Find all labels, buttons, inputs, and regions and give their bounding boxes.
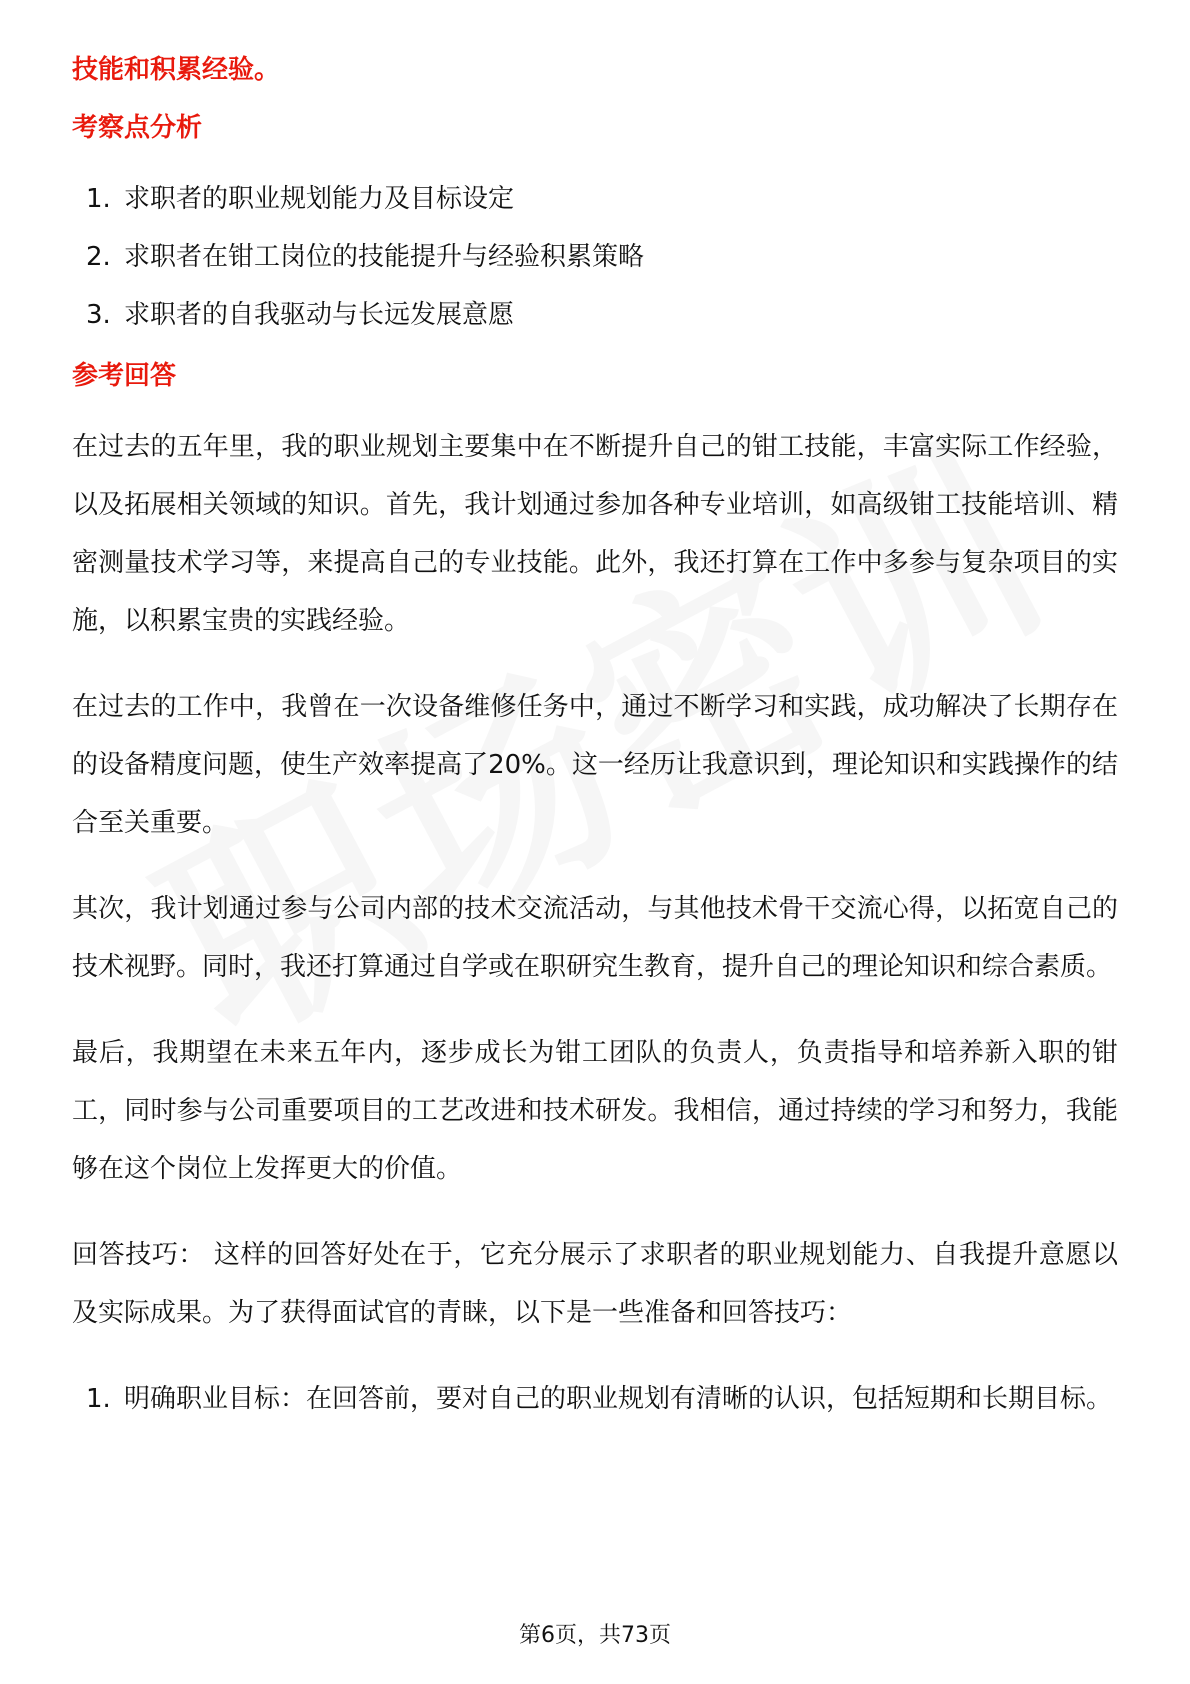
list-item xyxy=(72,1370,1118,1428)
list-item-number: 1. xyxy=(86,1384,111,1414)
list-item-text: 明确职业目标：在回答前，要对自己的职业规划有清晰的认识，包括短期和长期目标。 xyxy=(124,1384,1113,1414)
section-title-analysis: 考察点分析 xyxy=(72,113,203,143)
continued-heading-text: 技能和积累经验。 xyxy=(72,55,281,85)
answer-paragraph: 最后，我期望在未来五年内，逐步成长为钳工团队的负责人，负责指导和培养新入职的钳工，同时参与公司重要项目的工艺改进和技术研发。我相信，通过持续的学习和努力，我能够在这个岗位上发挥更大的价值。 xyxy=(72,1038,1118,1184)
answer-paragraph: 其次，我计划通过参与公司内部的技术交流活动，与其他技术骨干交流心得，以拓宽自己的技术视野。同时，我还打算通过自学或在职研究生教育，提升自己的理论知识和综合素质。 xyxy=(72,894,1118,982)
list-item-number: 1. xyxy=(86,184,111,214)
tips-list xyxy=(72,1370,1118,1428)
page-number-footer: 第6页，共73页 xyxy=(519,1623,671,1648)
list-item xyxy=(72,228,1118,286)
list-item-text: 求职者的自我驱动与长远发展意愿 xyxy=(124,300,515,330)
list-item-number: 3. xyxy=(86,300,111,330)
list-item-number: 2. xyxy=(86,242,111,272)
section-title-answer: 参考回答 xyxy=(72,361,177,391)
page-content xyxy=(72,52,1118,1428)
answer-paragraph: 在过去的工作中，我曾在一次设备维修任务中，通过不断学习和实践，成功解决了长期存在的设备精度问题，使生产效率提高了20%。这一经历让我意识到，理论知识和实践操作的结合至关重要。 xyxy=(72,692,1118,838)
list-item-text: 求职者在钳工岗位的技能提升与经验积累策略 xyxy=(124,242,645,272)
analysis-list xyxy=(72,170,1118,344)
answer-tips-paragraph: 回答技巧： 这样的回答好处在于，它充分展示了求职者的职业规划能力、自我提升意愿以及实际成果。为了获得面试官的青睐，以下是一些准备和回答技巧： xyxy=(72,1240,1118,1328)
list-item xyxy=(72,170,1118,228)
list-item xyxy=(72,286,1118,344)
list-item-text: 求职者的职业规划能力及目标设定 xyxy=(124,184,515,214)
answer-paragraph: 在过去的五年里，我的职业规划主要集中在不断提升自己的钳工技能，丰富实际工作经验，以及拓展相关领域的知识。首先，我计划通过参加各种专业培训，如高级钳工技能培训、精密测量技术学习等，来提高自己的专业技能。此外，我还打算在工作中多参与复杂项目的实施，以积累宝贵的实践经验。 xyxy=(72,432,1118,636)
